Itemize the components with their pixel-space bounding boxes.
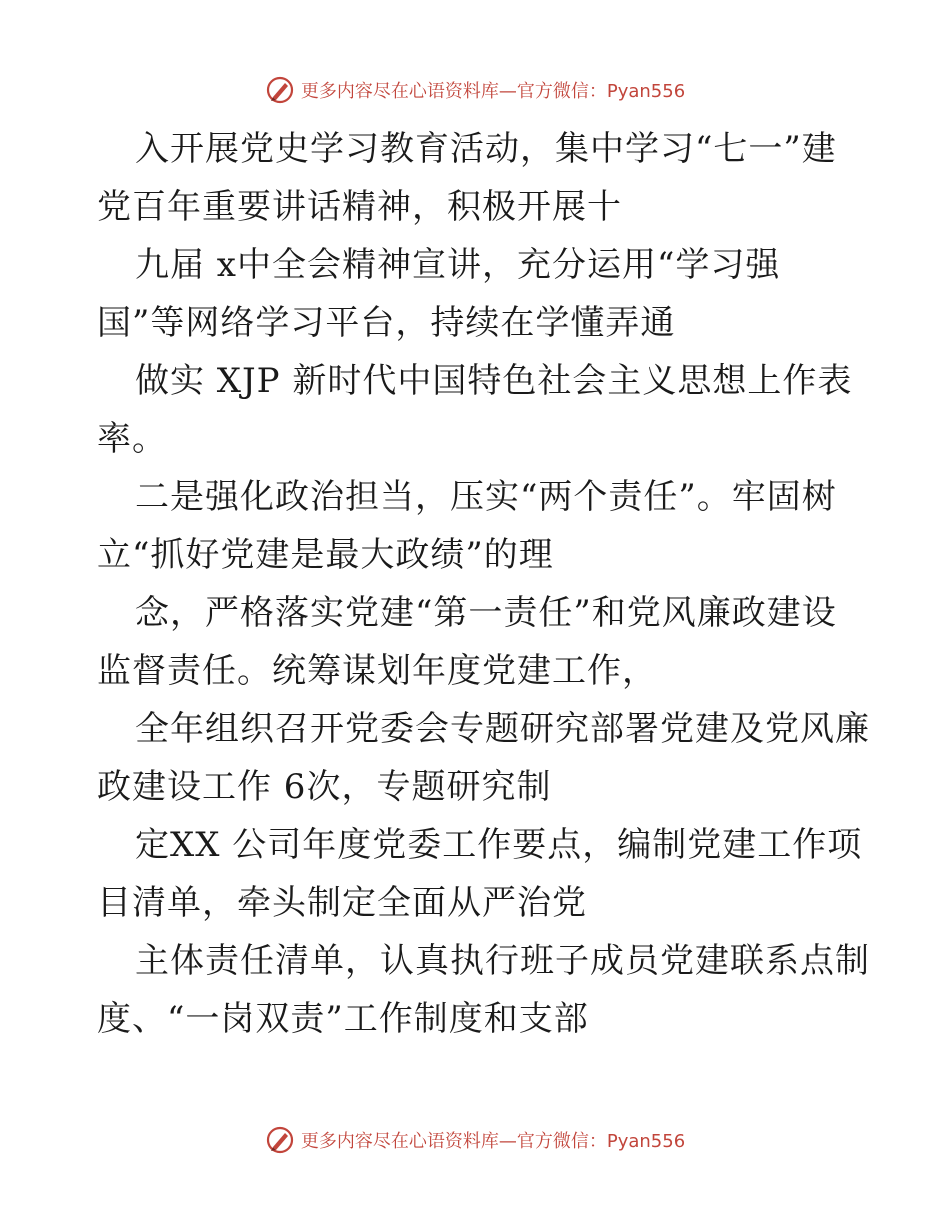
body-line: 率。 (97, 419, 167, 459)
body-line: 定XX 公司年度党委工作要点，编制党建工作项 (135, 825, 863, 865)
pen-logo-icon (265, 1125, 295, 1155)
body-line: 二是强化政治担当，压实“两个责任”。牢固树 (135, 477, 837, 517)
body-line: 度、“一岗双责”工作制度和支部 (97, 999, 589, 1039)
header-watermark (0, 70, 950, 110)
pen-logo-icon (265, 75, 295, 105)
body-line: 九届 x中全会精神宣讲，充分运用“学习强 (135, 245, 781, 285)
body-line: 立“抓好党建是最大政绩”的理 (97, 535, 554, 575)
body-line: 监督责任。统筹谋划年度党建工作， (97, 651, 657, 691)
footer-watermark (0, 1120, 950, 1160)
footer-watermark-text: 更多内容尽在心语资料库—官方微信：Pyan556 (300, 1131, 686, 1152)
header-watermark-text: 更多内容尽在心语资料库—官方微信：Pyan556 (300, 81, 686, 102)
body-line: 政建设工作 6次，专题研究制 (97, 767, 552, 807)
body-line: 全年组织召开党委会专题研究部署党建及党风廉 (135, 709, 870, 749)
body-line: 入开展党史学习教育活动，集中学习“七一”建 (135, 129, 837, 169)
body-line: 做实 XJP 新时代中国特色社会主义思想上作表 (135, 361, 853, 401)
body-line: 念，严格落实党建“第一责任”和党风廉政建设 (135, 593, 837, 633)
body-line: 目清单，牵头制定全面从严治党 (97, 883, 587, 923)
body-line: 党百年重要讲话精神，积极开展十 (97, 187, 622, 227)
body-line: 国”等网络学习平台，持续在学懂弄通 (97, 303, 676, 343)
body-line: 主体责任清单，认真执行班子成员党建联系点制 (135, 941, 870, 981)
